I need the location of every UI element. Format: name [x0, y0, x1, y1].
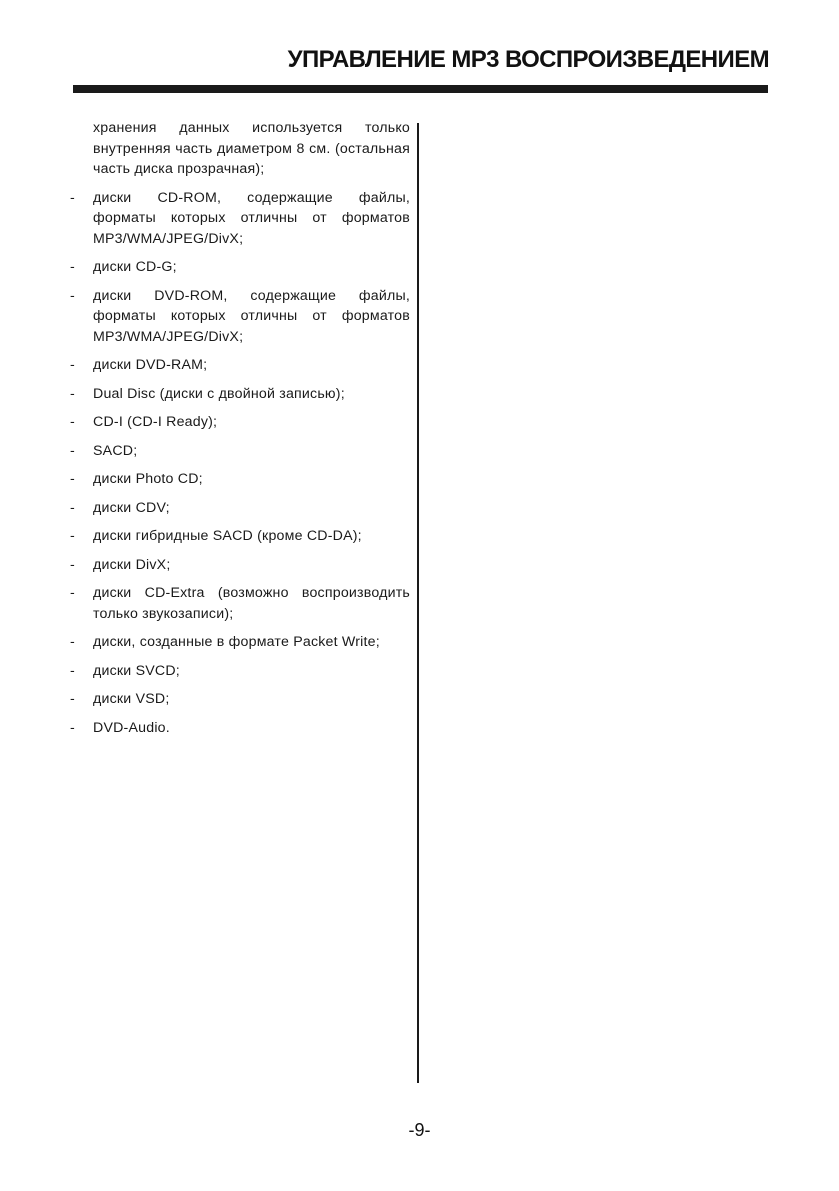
list-bullet: - — [70, 442, 75, 459]
list-item-text: CD-I (CD-I Ready); — [93, 414, 218, 430]
list-item — [70, 188, 410, 250]
list-item — [70, 632, 410, 653]
list-item-text: диски DVD-ROM, содержащие файлы, форматы которых отличны от форматов MP3/WMA/JPEG/DivX; — [93, 287, 410, 345]
list-item-text: Dual Disc (диски с двойной записью); — [93, 385, 345, 402]
list-item — [70, 526, 410, 547]
list-item — [70, 661, 410, 682]
list-item-text: диски CDV; — [93, 499, 170, 516]
list-item — [70, 441, 410, 462]
list-item — [70, 555, 410, 576]
list-bullet: - — [70, 414, 75, 430]
list-item-text: диски CD-Extra (возможно воспроизводить только звукозаписи); — [93, 585, 410, 622]
list-bullet: - — [70, 662, 75, 679]
list-item — [70, 412, 410, 433]
list-item-text: диски Photo CD; — [93, 471, 203, 487]
list-bullet: - — [70, 189, 75, 206]
list-item-text: диски DVD-RAM; — [93, 357, 208, 373]
column-divider — [417, 123, 419, 1083]
list-item — [70, 469, 410, 490]
list-bullet: - — [70, 259, 75, 275]
list-item — [70, 257, 410, 278]
list-item-text: диски VSD; — [93, 691, 170, 707]
list-bullet: - — [70, 471, 75, 487]
list-item — [70, 498, 410, 519]
list-bullet: - — [70, 385, 75, 402]
page-title: УПРАВЛЕНИЕ MP3 ВОСПРОИЗВЕДЕНИЕМ — [287, 46, 769, 73]
list-item — [70, 355, 410, 376]
list-bullet: - — [70, 287, 75, 304]
list-item — [70, 583, 410, 624]
list-item-text: DVD-Audio. — [93, 719, 170, 736]
list-item-text: диски, созданные в формате Packet Write; — [93, 634, 380, 650]
list-bullet: - — [70, 719, 75, 736]
page-number: -9- — [408, 1120, 431, 1140]
list-item-text: диски CD-ROM, содержащие файлы, форматы которых отличны от форматов MP3/WMA/JPEG/DivX; — [93, 189, 410, 247]
list-item-text: диски DivX; — [93, 556, 171, 573]
list-item-text: диски SVCD; — [93, 662, 180, 679]
list-item — [70, 384, 410, 405]
header-divider — [73, 85, 768, 93]
list-item — [70, 286, 410, 348]
list-item — [70, 718, 410, 739]
list-item-text: SACD; — [93, 442, 138, 459]
text-column — [70, 118, 410, 746]
list-bullet: - — [70, 499, 75, 516]
list-bullet: - — [70, 585, 75, 601]
list-bullet: - — [70, 357, 75, 373]
list-item — [70, 689, 410, 710]
continuation-paragraph: хранения данных используется только внутренняя часть диаметром 8 см. (остальная часть диска прозрачная); — [93, 120, 410, 177]
unsupported-discs-list — [70, 188, 410, 739]
list-bullet: - — [70, 691, 75, 707]
list-bullet: - — [70, 556, 75, 573]
list-item-text: диски CD-G; — [93, 259, 177, 275]
list-item-text: диски гибридные SACD (кроме CD-DA); — [93, 528, 362, 544]
list-bullet: - — [70, 634, 75, 650]
list-bullet: - — [70, 528, 75, 544]
